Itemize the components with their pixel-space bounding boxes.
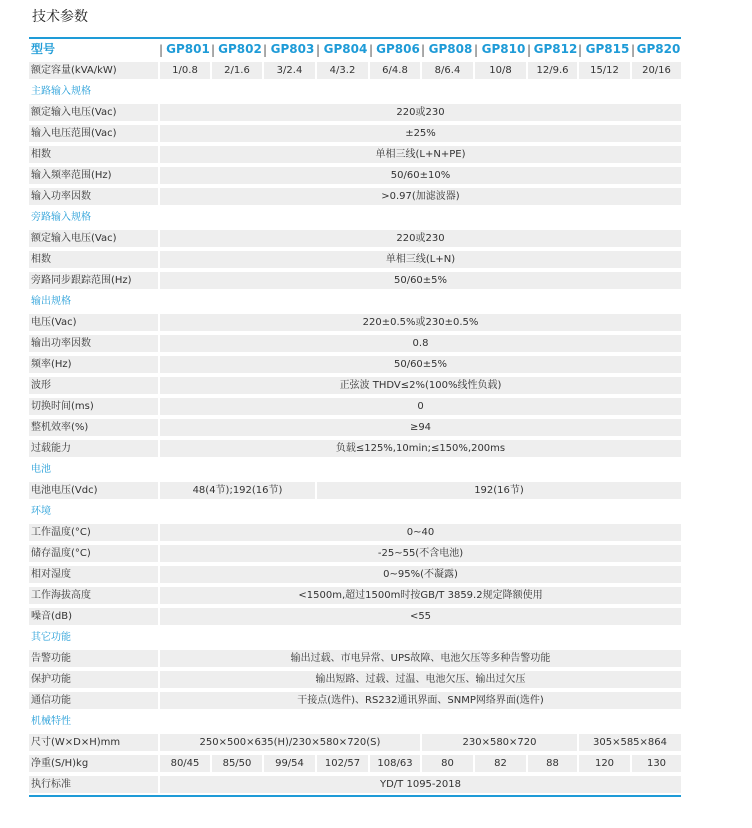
spec-label: 额定输入电压(Vac) — [29, 230, 158, 247]
spec-value: 8/6.4 — [422, 62, 473, 79]
header-separator: | — [631, 43, 636, 57]
spec-label: 电池电压(Vdc) — [29, 482, 158, 499]
spec-value: <55 — [160, 608, 681, 625]
model-column-header: GP803 — [270, 42, 315, 56]
spec-value: 正弦波 THDV≤2%(100%线性负载) — [160, 377, 681, 394]
spec-table — [29, 37, 681, 797]
model-column-header: GP808 — [428, 42, 473, 56]
model-column-header: GP804 — [323, 42, 368, 56]
spec-label: 频率(Hz) — [29, 356, 158, 373]
spec-label: 输出功率因数 — [29, 335, 158, 352]
spec-value: 12/9.6 — [528, 62, 577, 79]
spec-value: 负载≤125%,10min;≤150%,200ms — [160, 440, 681, 457]
header-separator: | — [263, 43, 268, 57]
spec-value: 250×500×635(H)/230×580×720(S) — [160, 734, 420, 751]
spec-value: 102/57 — [317, 755, 368, 772]
spec-value: 220或230 — [160, 104, 681, 121]
section-header-row — [29, 291, 681, 312]
section-title: 输出规格 — [31, 296, 71, 307]
spec-label: 相对湿度 — [29, 566, 158, 583]
spec-value: 305×585×864 — [579, 734, 681, 751]
model-column-header: GP802 — [218, 42, 262, 56]
spec-rows — [29, 60, 681, 795]
spec-value: 2/1.6 — [212, 62, 262, 79]
spec-label: 额定容量(kVA/kW) — [29, 62, 158, 79]
model-header-label: 型号 — [31, 42, 56, 56]
spec-label: 输入频率范围(Hz) — [29, 167, 158, 184]
spec-row — [29, 564, 681, 585]
spec-row — [29, 690, 681, 711]
spec-value: 50/60±5% — [160, 272, 681, 289]
section-title: 旁路输入规格 — [31, 212, 91, 223]
section-header-row — [29, 501, 681, 522]
spec-row — [29, 123, 681, 144]
spec-row — [29, 165, 681, 186]
spec-value: 99/54 — [264, 755, 315, 772]
spec-label: 额定输入电压(Vac) — [29, 104, 158, 121]
spec-row — [29, 606, 681, 627]
spec-label: 通信功能 — [29, 692, 158, 709]
model-column-header: GP806 — [376, 42, 420, 56]
spec-value: 6/4.8 — [370, 62, 420, 79]
spec-value: YD/T 1095-2018 — [160, 776, 681, 793]
spec-value: 220±0.5%或230±0.5% — [160, 314, 681, 331]
spec-value: 220或230 — [160, 230, 681, 247]
spec-value: 单相三线(L+N) — [160, 251, 681, 268]
spec-value: >0.97(加滤波器) — [160, 188, 681, 205]
model-column-header: GP801 — [166, 42, 210, 56]
spec-row — [29, 60, 681, 81]
spec-row — [29, 438, 681, 459]
section-header-row — [29, 711, 681, 732]
spec-value: 50/60±5% — [160, 356, 681, 373]
spec-value: 输出短路、过载、过温、电池欠压、输出过欠压 — [160, 671, 681, 688]
section-title: 机械特性 — [31, 716, 71, 727]
spec-label: 输入电压范围(Vac) — [29, 125, 158, 142]
spec-value: 50/60±10% — [160, 167, 681, 184]
model-column-header: GP820 — [636, 42, 681, 56]
spec-row — [29, 375, 681, 396]
spec-row — [29, 585, 681, 606]
spec-label: 旁路同步跟踪范围(Hz) — [29, 272, 158, 289]
spec-row — [29, 396, 681, 417]
spec-value: 82 — [475, 755, 526, 772]
header-separator: | — [527, 43, 532, 57]
header-separator: | — [159, 43, 164, 57]
spec-value: 0 — [160, 398, 681, 415]
spec-value: <1500m,超过1500m时按GB/T 3859.2规定降额使用 — [160, 587, 681, 604]
spec-value: 干接点(选件)、RS232通讯界面、SNMP网络界面(选件) — [160, 692, 681, 709]
spec-value: 10/8 — [475, 62, 526, 79]
spec-value: 108/63 — [370, 755, 420, 772]
spec-label: 整机效率(%) — [29, 419, 158, 436]
spec-value: 120 — [579, 755, 630, 772]
model-column-header: GP810 — [481, 42, 526, 56]
section-title: 电池 — [31, 464, 51, 475]
spec-value: 85/50 — [212, 755, 262, 772]
spec-row — [29, 543, 681, 564]
spec-row — [29, 228, 681, 249]
spec-label: 工作温度(°C) — [29, 524, 158, 541]
spec-value: 0~95%(不凝露) — [160, 566, 681, 583]
spec-value: 3/2.4 — [264, 62, 315, 79]
spec-row — [29, 732, 681, 753]
spec-row — [29, 144, 681, 165]
model-header-row — [29, 39, 681, 60]
spec-row — [29, 417, 681, 438]
spec-label: 相数 — [29, 251, 158, 268]
spec-value: 输出过载、市电异常、UPS故障、电池欠压等多种告警功能 — [160, 650, 681, 667]
spec-value: 单相三线(L+N+PE) — [160, 146, 681, 163]
header-separator: | — [316, 43, 321, 57]
spec-value: 88 — [528, 755, 577, 772]
spec-label: 噪音(dB) — [29, 608, 158, 625]
header-separator: | — [474, 43, 479, 57]
spec-row — [29, 270, 681, 291]
spec-value: 80/45 — [160, 755, 210, 772]
section-title: 主路输入规格 — [31, 86, 91, 97]
spec-row — [29, 522, 681, 543]
section-header-row — [29, 627, 681, 648]
header-separator: | — [421, 43, 426, 57]
section-header-row — [29, 459, 681, 480]
spec-label: 执行标准 — [29, 776, 158, 793]
spec-label: 波形 — [29, 377, 158, 394]
spec-label: 储存温度(°C) — [29, 545, 158, 562]
spec-value: 130 — [632, 755, 681, 772]
spec-value: 230×580×720 — [422, 734, 577, 751]
model-column-header: GP812 — [533, 42, 578, 56]
spec-row — [29, 648, 681, 669]
section-title: 环境 — [31, 506, 51, 517]
header-separator: | — [211, 43, 216, 57]
spec-value: 15/12 — [579, 62, 630, 79]
spec-value: 0.8 — [160, 335, 681, 352]
spec-label: 尺寸(W×D×H)mm — [29, 734, 158, 751]
spec-value: 4/3.2 — [317, 62, 368, 79]
spec-row — [29, 312, 681, 333]
spec-row — [29, 186, 681, 207]
spec-value: 48(4节);192(16节) — [160, 482, 315, 499]
spec-row — [29, 669, 681, 690]
section-header-row — [29, 207, 681, 228]
spec-label: 过载能力 — [29, 440, 158, 457]
spec-label: 工作海拔高度 — [29, 587, 158, 604]
spec-label: 相数 — [29, 146, 158, 163]
spec-label: 净重(S/H)kg — [29, 755, 158, 772]
spec-value: ≥94 — [160, 419, 681, 436]
spec-label: 电压(Vac) — [29, 314, 158, 331]
spec-value: -25~55(不含电池) — [160, 545, 681, 562]
spec-row — [29, 753, 681, 774]
spec-value: 0~40 — [160, 524, 681, 541]
spec-label: 切换时间(ms) — [29, 398, 158, 415]
spec-value: 20/16 — [632, 62, 681, 79]
model-column-header: GP815 — [585, 42, 630, 56]
section-title: 其它功能 — [31, 632, 71, 643]
spec-label: 输入功率因数 — [29, 188, 158, 205]
header-separator: | — [578, 43, 583, 57]
spec-label: 告警功能 — [29, 650, 158, 667]
table-bottom-rule — [29, 795, 681, 797]
spec-row — [29, 102, 681, 123]
spec-label: 保护功能 — [29, 671, 158, 688]
spec-row — [29, 774, 681, 795]
section-header-row — [29, 81, 681, 102]
spec-value: 192(16节) — [317, 482, 681, 499]
page-title: 技术参数 — [32, 9, 88, 25]
spec-row — [29, 249, 681, 270]
spec-value: ±25% — [160, 125, 681, 142]
header-separator: | — [369, 43, 374, 57]
spec-row — [29, 480, 681, 501]
spec-value: 1/0.8 — [160, 62, 210, 79]
spec-row — [29, 333, 681, 354]
spec-value: 80 — [422, 755, 473, 772]
spec-row — [29, 354, 681, 375]
